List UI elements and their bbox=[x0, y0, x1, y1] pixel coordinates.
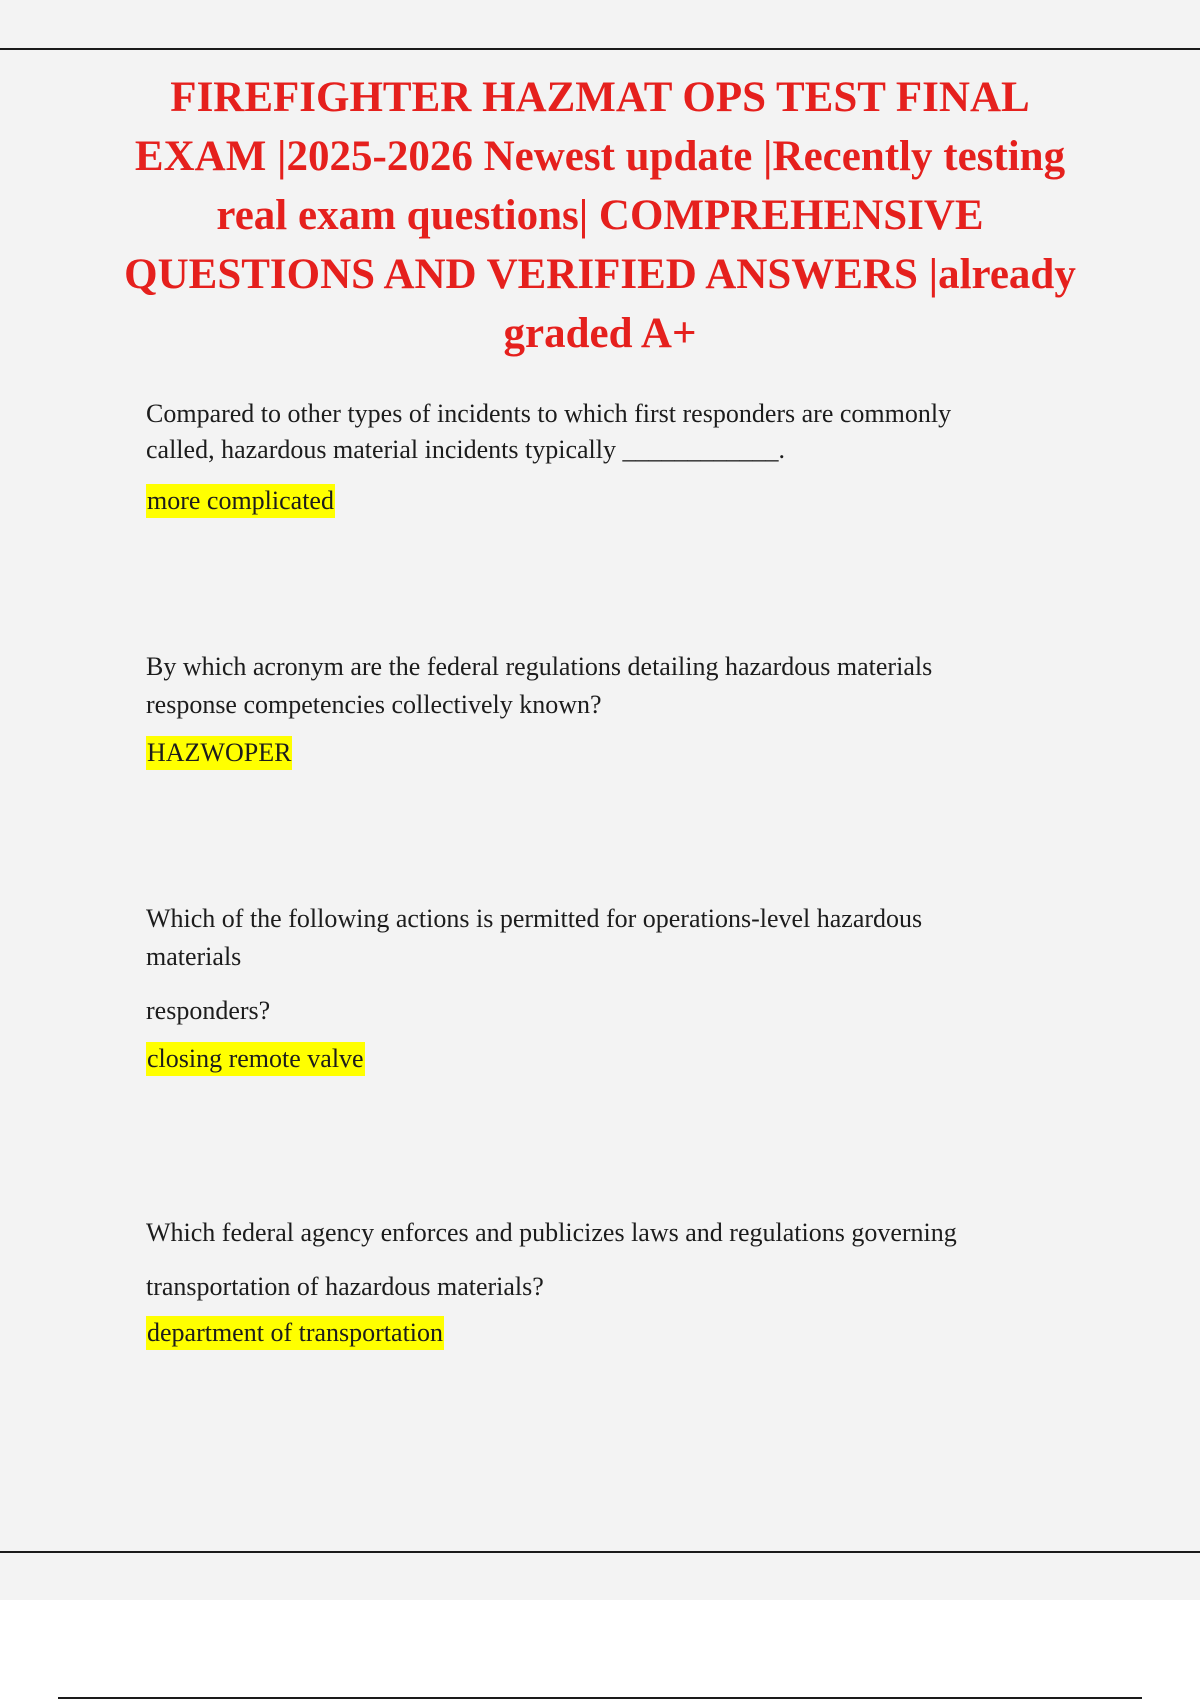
document-title: FIREFIGHTER HAZMAT OPS TEST FINAL EXAM |2025-2026 Newest update |Recently testing real exam questions| COMPREHENSIVE QUESTIONS AND VERIFIED ANSWERS |already graded A+ bbox=[124, 74, 1076, 357]
question-line: By which acronym are the federal regulations detailing hazardous materials bbox=[146, 652, 933, 681]
qa-item-3 bbox=[146, 900, 1046, 1076]
question-line: Compared to other types of incidents to which first responders are commonly bbox=[146, 399, 952, 428]
question-text bbox=[146, 900, 1046, 1030]
question-line: called, hazardous material incidents typically ____________. bbox=[146, 435, 785, 464]
highlighted-answer: closing remote valve bbox=[146, 1042, 365, 1076]
qa-item-4 bbox=[146, 1206, 1046, 1350]
top-divider bbox=[0, 48, 1200, 50]
question-text bbox=[146, 1206, 1046, 1314]
highlighted-answer: department of transportation bbox=[146, 1316, 444, 1350]
highlighted-answer: more complicated bbox=[146, 484, 335, 518]
qa-item-2 bbox=[146, 648, 1046, 770]
question-line: materials bbox=[146, 942, 242, 971]
question-text bbox=[146, 648, 1046, 724]
question-line: response competencies collectively known? bbox=[146, 690, 602, 719]
qa-item-1 bbox=[146, 396, 1046, 518]
bottom-divider bbox=[0, 1551, 1200, 1553]
highlighted-answer: HAZWOPER bbox=[146, 736, 292, 770]
question-text bbox=[146, 396, 1046, 468]
question-line: Which of the following actions is permitted for operations-level hazardous bbox=[146, 904, 923, 933]
question-line: Which federal agency enforces and publicizes laws and regulations governing bbox=[146, 1218, 957, 1247]
question-line: transportation of hazardous materials? bbox=[146, 1272, 544, 1301]
question-line: responders? bbox=[146, 996, 271, 1025]
footer-divider bbox=[58, 1697, 1142, 1699]
